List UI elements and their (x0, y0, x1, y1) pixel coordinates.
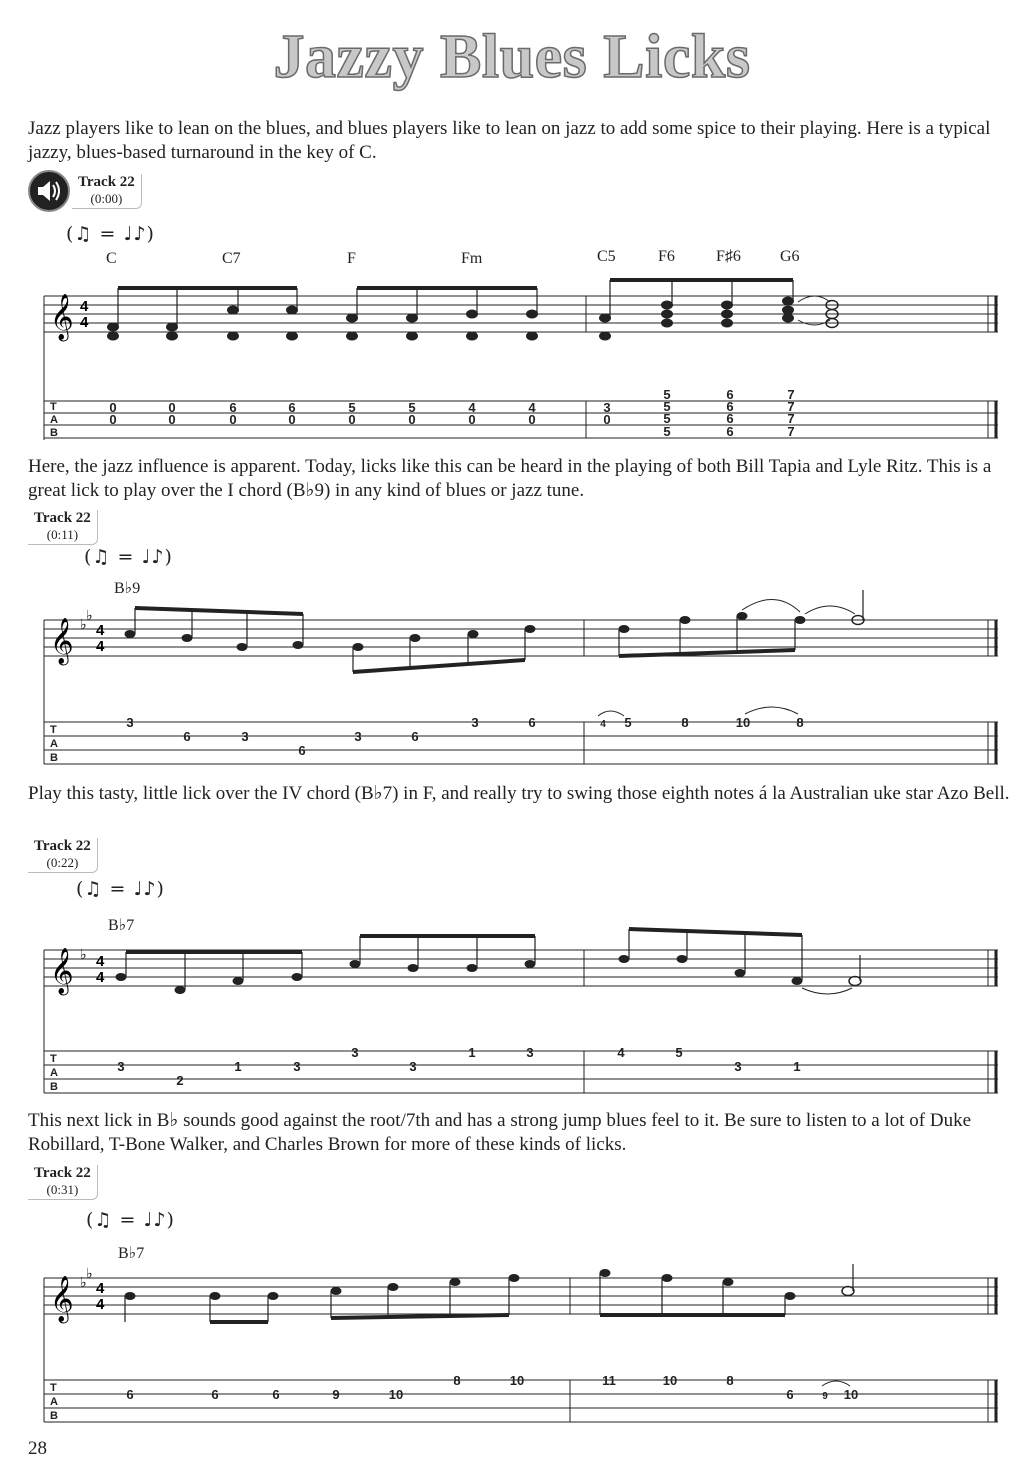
chord-symbol: B♭9 (114, 580, 141, 597)
tab-number: 6 (726, 387, 734, 402)
svg-text:4: 4 (96, 622, 105, 639)
tab-label: T (50, 1382, 57, 1394)
tab-label: A (50, 1396, 58, 1408)
tab-number: 5 (675, 1045, 683, 1060)
chord-symbol: F (347, 250, 356, 267)
tab-label: A (50, 414, 58, 426)
page-title: Jazzy Blues Licks (273, 23, 751, 91)
svg-text:4: 4 (96, 1296, 105, 1313)
tab-number: 8 (726, 1373, 734, 1388)
swing-marking: (♫ = ♩♪) (86, 1209, 175, 1231)
tab-label: A (50, 738, 58, 750)
tab-number: 11 (602, 1373, 616, 1388)
tab-number: 10 (735, 715, 751, 730)
tab-number: 8 (453, 1373, 461, 1388)
tab-number: 5 (348, 400, 356, 415)
tab-number: 1 (793, 1059, 801, 1074)
tab-number: 5 (624, 715, 632, 730)
tab-number: 6 (726, 411, 734, 426)
tab-number: 4 (600, 719, 606, 730)
tab-label: B (50, 1410, 58, 1422)
tab-number: 6 (528, 715, 536, 730)
tab-number: 0 (109, 412, 117, 427)
tab-number: 4 (617, 1045, 625, 1060)
tab-number: 5 (663, 424, 671, 439)
svg-text:♭: ♭ (80, 616, 87, 632)
svg-text:4: 4 (96, 638, 105, 655)
tab-number: 9 (822, 1391, 828, 1402)
chord-symbol: F6 (658, 248, 675, 265)
treble-clef-icon: 𝄞 (50, 1277, 74, 1321)
example-2-text: Here, the jazz influence is apparent. Today, licks like this can be heard in the playing of both Bill Tapia and Lyle Ritz. This is a great lick to play over the I chord (B♭9) in any kind of blues or jazz tune. (28, 456, 992, 501)
page-number: 28 (28, 1438, 47, 1459)
tab-number: 0 (109, 400, 117, 415)
example-1-text: Jazz players like to lean on the blues, and blues players like to lean on jazz to add some spice to their playing. Here is a typical jazzy, blues-based turnaround in the key of C. (28, 118, 991, 163)
tab-number: 3 (471, 715, 479, 730)
svg-text:4: 4 (96, 1280, 105, 1297)
treble-clef-icon: 𝄞 (50, 949, 74, 993)
tab-number: 0 (603, 412, 611, 427)
tab-number: 8 (796, 715, 804, 730)
svg-text:4: 4 (80, 314, 89, 331)
tab-number: 6 (726, 424, 734, 439)
tab-label: T (50, 1053, 57, 1065)
chord-symbol: C (106, 250, 117, 267)
track-time: (0:11) (46, 527, 79, 542)
tab-number: 2 (176, 1073, 184, 1088)
track-name: Track 22 (78, 174, 135, 190)
svg-text:♭: ♭ (86, 1265, 93, 1281)
tab-number: 4 (468, 400, 476, 415)
svg-text:♭: ♭ (80, 946, 87, 962)
tab-number: 3 (354, 729, 362, 744)
swing-marking: (♫ = ♩♪) (84, 546, 173, 568)
chord-symbol: C5 (597, 248, 616, 265)
tab-number: 4 (528, 400, 536, 415)
tab-number: 10 (843, 1387, 859, 1402)
tab-number: 0 (408, 412, 416, 427)
treble-clef-icon: 𝄞 (50, 295, 74, 339)
tab-number: 0 (229, 412, 237, 427)
tab-number: 1 (468, 1045, 476, 1060)
track-time: (0:31) (46, 1182, 79, 1197)
svg-text:4: 4 (80, 298, 89, 315)
tab-number: 3 (526, 1045, 534, 1060)
tab-number: 8 (681, 715, 689, 730)
tab-number: 0 (288, 412, 296, 427)
tab-number: 6 (126, 1387, 134, 1402)
example-3-text: Play this tasty, little lick over the IV chord (B♭7) in F, and really try to swing those eighth notes á la Australian uke star Azo Bell. (28, 783, 1010, 804)
svg-text:♭: ♭ (86, 607, 93, 623)
tab-label: A (50, 1067, 58, 1079)
tab-number: 6 (411, 729, 419, 744)
tab-number: 7 (787, 411, 795, 426)
tab-number: 3 (126, 715, 134, 730)
treble-clef-icon: 𝄞 (50, 619, 74, 663)
chord-symbol: C7 (222, 250, 241, 267)
tab-number: 3 (293, 1059, 301, 1074)
tab-number: 3 (409, 1059, 417, 1074)
tab-number: 0 (528, 412, 536, 427)
tab-number: 6 (298, 743, 306, 758)
tab-number: 0 (348, 412, 356, 427)
tab-label: B (50, 1081, 58, 1093)
tab-number: 3 (351, 1045, 359, 1060)
tab-number: 9 (332, 1387, 340, 1402)
tab-number: 6 (183, 729, 191, 744)
chord-symbol: B♭7 (118, 1245, 145, 1262)
tab-number: 3 (117, 1059, 125, 1074)
tab-label: T (50, 401, 57, 413)
chord-symbol: Fm (461, 250, 483, 267)
tab-number: 0 (168, 412, 176, 427)
track-time: (0:22) (46, 855, 79, 870)
svg-text:♭: ♭ (80, 1274, 87, 1290)
track-time: (0:00) (90, 191, 123, 206)
tab-number: 10 (388, 1387, 404, 1402)
tab-number: 3 (241, 729, 249, 744)
tab-number: 10 (662, 1373, 678, 1388)
tab-number: 5 (408, 400, 416, 415)
tab-label: T (50, 724, 57, 736)
tab-number: 0 (168, 400, 176, 415)
tab-number: 10 (509, 1373, 525, 1388)
tab-label: B (50, 427, 58, 439)
tab-number: 3 (603, 400, 611, 415)
track-name: Track 22 (34, 1165, 91, 1181)
tab-number: 1 (234, 1059, 242, 1074)
tab-number: 6 (211, 1387, 219, 1402)
swing-marking: (♫ = ♩♪) (76, 878, 165, 900)
tab-number: 6 (786, 1387, 794, 1402)
tab-number: 5 (663, 411, 671, 426)
tab-number: 6 (726, 399, 734, 414)
swing-marking: (♫ = ♩♪) (66, 223, 155, 245)
tab-number: 7 (787, 387, 795, 402)
tab-number: 6 (229, 400, 237, 415)
tab-label: B (50, 752, 58, 764)
chord-symbol: F♯6 (716, 248, 741, 265)
svg-text:4: 4 (96, 969, 105, 986)
tab-number: 3 (734, 1059, 742, 1074)
svg-text:4: 4 (96, 953, 105, 970)
tab-number: 7 (787, 399, 795, 414)
tab-number: 0 (468, 412, 476, 427)
tab-number: 5 (663, 399, 671, 414)
tab-number: 7 (787, 424, 795, 439)
track-name: Track 22 (34, 510, 91, 526)
chord-symbol: B♭7 (108, 917, 135, 934)
tab-number: 6 (288, 400, 296, 415)
example-4-text: This next lick in B♭ sounds good against the root/7th and has a strong jump blues feel to it. Be sure to listen to a lot of Duke Robillard, T-Bone Walker, and Charles Brown for more of these kinds of licks. (28, 1110, 971, 1155)
tab-number: 5 (663, 387, 671, 402)
tab-number: 6 (272, 1387, 280, 1402)
chord-symbol: G6 (780, 248, 800, 265)
track-name: Track 22 (34, 838, 91, 854)
